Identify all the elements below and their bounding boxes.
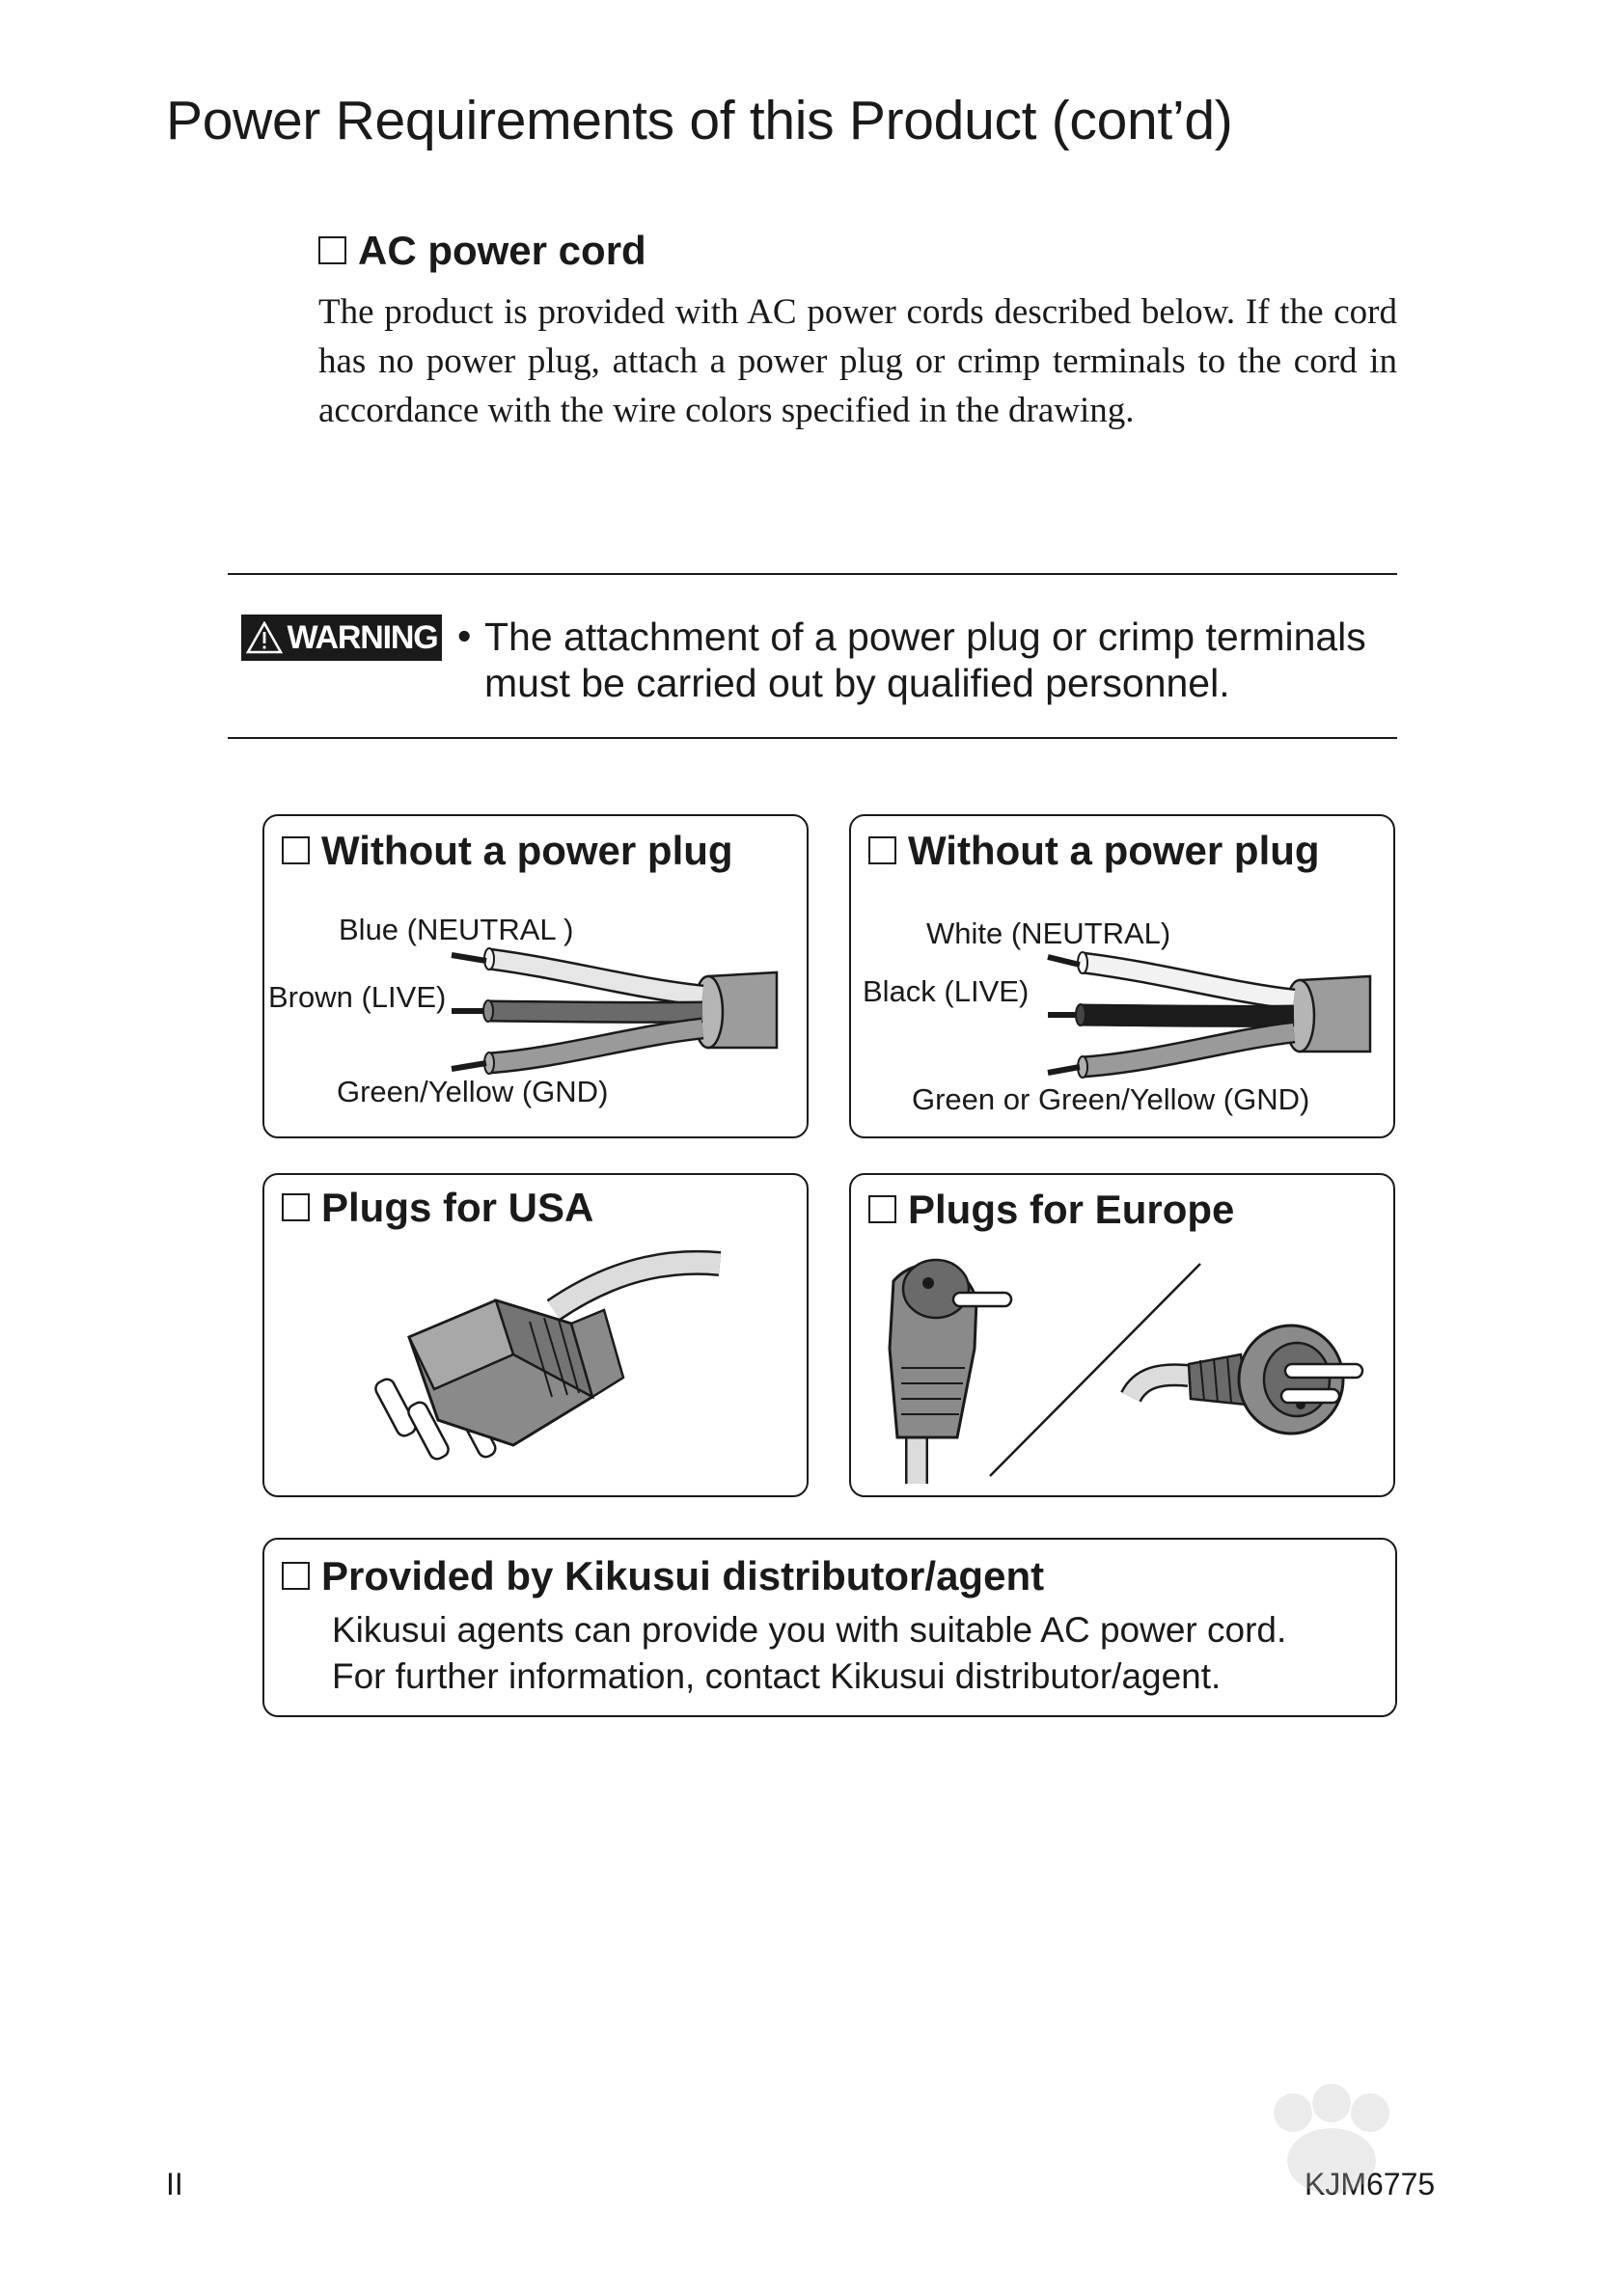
box-title-text: Plugs for USA	[321, 1185, 594, 1230]
europe-plug-icon	[851, 1175, 1397, 1499]
doc-code: KJM6775	[1305, 2167, 1436, 2201]
label-neutral: White (NEUTRAL)	[926, 916, 1171, 950]
distributor-text	[332, 1607, 1286, 1700]
label-neutral: Blue (NEUTRAL )	[339, 913, 574, 946]
box-title	[282, 1553, 1044, 1599]
label-ground: Green/Yellow (GND)	[337, 1075, 609, 1108]
warning-triangle-icon	[246, 621, 283, 654]
section-heading-text: AC power cord	[358, 228, 646, 273]
label-ground: Green or Green/Yellow (GND)	[912, 1082, 1310, 1116]
distributor-line-2: For further information, contact Kikusui distributor/agent.	[332, 1656, 1222, 1696]
warning-bullet: •	[457, 614, 472, 658]
page-title: Power Requirements of this Product (cont’d)	[166, 90, 1233, 151]
warning-line-2: must be carried out by qualified personnel.	[484, 661, 1230, 705]
usa-plug-icon	[264, 1175, 810, 1499]
box-plugs-usa	[262, 1173, 809, 1497]
box-without-plug-right	[849, 814, 1395, 1138]
checkbox-icon	[282, 1562, 310, 1590]
warning-line-1: The attachment of a power plug or crimp terminals	[484, 615, 1366, 659]
warning-badge-text: WARNING	[287, 618, 438, 656]
box-plugs-europe	[849, 1173, 1395, 1497]
paw-watermark-icon	[1148, 2084, 1553, 2248]
divider-top	[228, 573, 1397, 575]
label-live: Black (LIVE)	[863, 974, 1030, 1008]
warning-badge	[241, 615, 442, 661]
box-title-text: Without a power plug	[321, 828, 733, 873]
box-title-text: Without a power plug	[908, 828, 1320, 873]
checkbox-icon	[318, 236, 346, 264]
box-without-plug-left	[262, 814, 809, 1138]
box-title-text: Plugs for Europe	[908, 1187, 1235, 1232]
box-distributor	[262, 1538, 1397, 1717]
distributor-line-1: Kikusui agents can provide you with suitable AC power cord.	[332, 1610, 1287, 1650]
section-heading	[318, 228, 646, 274]
divider-bottom	[228, 737, 1397, 739]
box-title-text: Provided by Kikusui distributor/agent	[321, 1553, 1045, 1599]
label-live: Brown (LIVE)	[268, 980, 447, 1014]
intro-paragraph: The product is provided with AC power cords described below. If the cord has no power plug, attach a power plug or crimp terminals to the cord in accordance with the wire colors specified in the drawing.	[318, 292, 1397, 430]
warning-text	[484, 614, 1366, 706]
page-number: II	[166, 2167, 183, 2201]
